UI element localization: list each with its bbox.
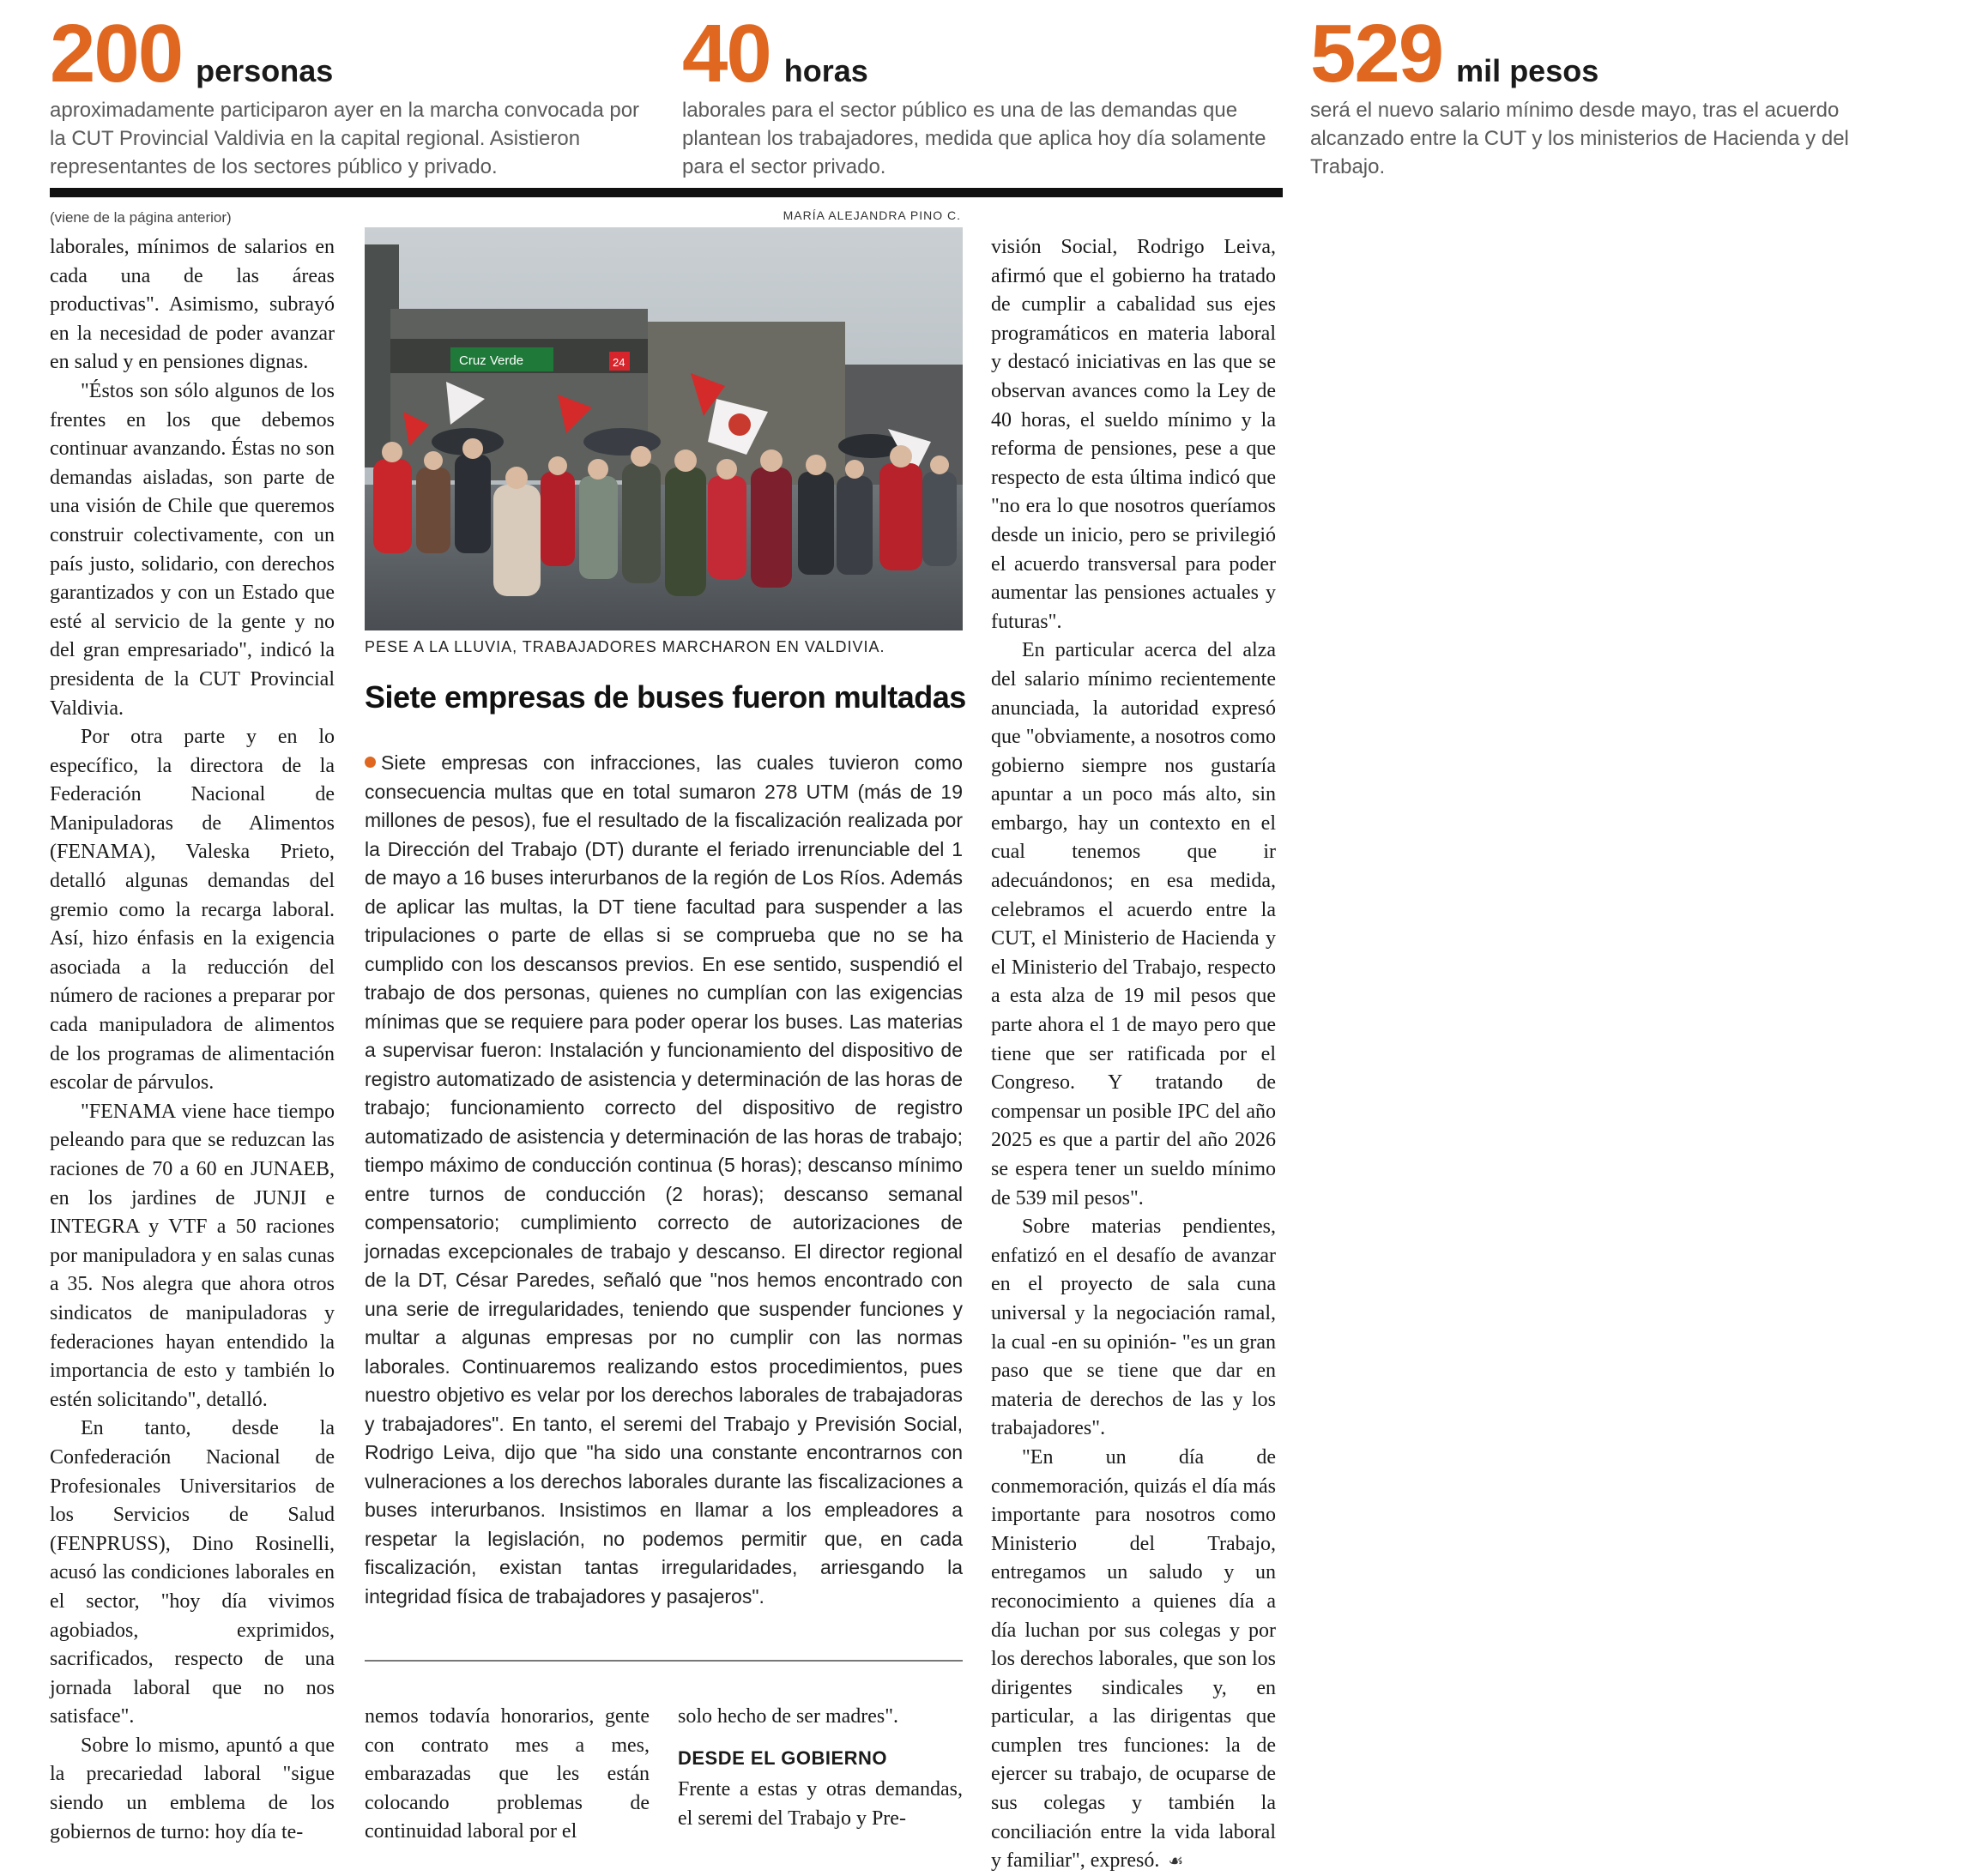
- sidebar-story: [365, 749, 963, 1611]
- stat-block-1: [50, 8, 642, 181]
- section-heading: DESDE EL GOBIERNO: [678, 1746, 888, 1769]
- photo-caption: PESE A LA LLUVIA, TRABAJADORES MARCHARON EN VALDIVIA.: [365, 638, 885, 655]
- stat-description: será el nuevo salario mínimo desde mayo, tras el acuerdo alcanzado entre la CUT y los ministerios de Hacienda y del Trabajo.: [1310, 99, 1849, 178]
- section-divider: [50, 188, 1283, 197]
- stat-unit: personas: [196, 53, 334, 88]
- paragraph: Frente a estas y otras demandas, el seremi del Trabajo y Pre-: [678, 1778, 963, 1830]
- bullet-dot-icon: [365, 757, 376, 768]
- photo-credit: MARÍA ALEJANDRA PINO C.: [783, 208, 961, 222]
- paragraph: Sobre lo mismo, apuntó a que la precariedad laboral "sigue siendo un emblema de los gobiernos de turno: hoy día te-: [50, 1734, 335, 1843]
- paragraph: "Éstos son sólo algunos de los frentes en los que debemos continuar avanzando. Éstas no son demandas aisladas, son parte de una visión de Chile que queremos construir colectivamente, con un país justo, solidario, con derechos garantizados y con un Estado que esté al servicio de la gente y no del gran empresariado", indicó la presidenta de la CUT Provincial Valdivia.: [50, 379, 335, 720]
- stat-block-3: [1310, 8, 1902, 181]
- sidebar-title: Siete empresas de buses fueron multadas: [365, 679, 966, 715]
- paragraph: En tanto, desde la Confederación Nacional de Profesionales Universitarios de los Servicios de Salud (FENPRUSS), Dino Rosinelli, acusó las condiciones laborales en el sector, "hoy día vivimos agobiados, exprimidos, sacrificados, respecto de una jornada laboral que no nos satisface".: [50, 1417, 335, 1728]
- end-mark-icon: ☙: [1168, 1850, 1184, 1872]
- stat-block-2: [682, 8, 1274, 181]
- article-column-1: [50, 233, 335, 1847]
- sidebar-divider: [365, 1660, 963, 1662]
- stat-description: aproximadamente participaron ayer en la marcha convocada por la CUT Provincial Valdivia en la capital regional. Asistieron representantes de los sectores público y privado.: [50, 99, 640, 178]
- paragraph: [991, 1444, 1276, 1876]
- paragraph: laborales, mínimos de salarios en cada una de las áreas productivas". Asimismo, subrayó en la necesidad de poder avanzar en salud y en pensiones dignas.: [50, 236, 335, 374]
- sidebar-text: Siete empresas con infracciones, las cuales tuvieron como consecuencia multas que en total sumaron 278 UTM (más de 19 millones de pesos), fue el resultado de la fiscalización realizada por la Dirección del Trabajo (DT) durante el feriado irrenunciable del 1 de mayo a 16 buses interurbanos de la región de Los Ríos. Además de aplicar las multas, la DT tiene facultad para suspender a las tripulaciones o parte de ellas si se comprueba que no se ha cumplido con los descansos previos. En ese sentido, suspendió el trabajo de dos personas, quienes no cumplían con las exigencias mínimas que se requiere para poder operar los buses. Las materias a supervisar fueron: Instalación y funcionamiento del dispositivo de registro automatizado de asistencia y determinación de las horas de trabajo; funcionamiento correcto del dispositivo de registro automatizado de asistencia y determinación de las horas de trabajo; tiempo máximo de conducción continua (5 horas); descanso mínimo entre turnos de conducción (2 horas); descanso semanal compensatorio; cumplimiento correcto de autorizaciones de jornadas excepcionales de trabajo y descanso. El director regional de la DT, César Paredes, señaló que "nos hemos encontrado con una serie de irregularidades, teniendo que suspender funciones y multar a algunas empresas por no cumplir con las normas laborales. Continuaremos realizando estos procedimientos, pues nuestro objetivo es velar por los derechos laborales de trabajadoras y trabajadores". En tanto, el seremi del Trabajo y Previsión Social, Rodrigo Leiva, dijo que "ha sido una constante encontrarnos con vulneraciones a los derechos laborales durante las fiscalizaciones a buses interurbanos. Insistimos en llamar a los empleadores a respetar la legislación, no podemos permitir que, en cada fiscalización, existan tantas irregularidades, arriesgando la integridad física de trabajadores y pasajeros".: [365, 751, 963, 1608]
- paragraph: visión Social, Rodrigo Leiva, afirmó que el gobierno ha tratado de cumplir a cabalidad sus ejes programáticos en materia laboral y destacó iniciativas en las que se observan avances como la Ley de 40 horas, el sueldo mínimo y la reforma de pensiones, pese a que respecto de esta última indicó que "no era lo que nosotros queríamos desde un inicio, pero se privilegió el acuerdo transversal para poder aumentar las pensiones actuales y futuras".: [991, 236, 1276, 633]
- paragraph: nemos todavía honorarios, gente con contrato mes a mes, embarazadas que les están colocando problemas de continuidad laboral por el: [365, 1705, 650, 1843]
- paragraph: Por otra parte y en lo específico, la directora de la Federación Nacional de Manipuladoras de Alimentos (FENAMA), Valeska Prieto, detalló algunas demandas del gremio como la recarga laboral. Así, hizo énfasis en la exigencia asociada a la reducción del número de raciones a preparar por cada manipuladora de alimentos de los programas de alimentación escolar de párvulos.: [50, 726, 335, 1095]
- paragraph: En particular acerca del alza del salario mínimo recientemente anunciada, la autoridad expresó que "obviamente, a nosotros como gobierno siempre nos gustaría apuntar a un poco más alto, sin embargo, hay un contexto en el cual tenemos que ir adecuándonos; en esa medida, celebramos el acuerdo entre la CUT, el Ministerio de Hacienda y el Ministerio del Trabajo, respecto a esta alza de 19 mil pesos que parte ahora el 1 de mayo pero que tiene que ser ratificada por el Congreso. Y tratando de compensar un posible IPC del año 2025 es que a partir del año 2026 se espera tener un sueldo mínimo de 539 mil pesos".: [991, 639, 1276, 1209]
- article-column-3: [678, 1703, 963, 1833]
- stat-description: laborales para el sector público es una de las demandas que plantean los trabajadores, medida que aplica hoy día solamente para el sector privado.: [682, 99, 1266, 178]
- store-sign-number: 24: [613, 356, 625, 369]
- march-photo: [365, 227, 963, 630]
- continued-note: (viene de la página anterior): [50, 209, 232, 226]
- paragraph: "FENAMA viene hace tiempo peleando para que se reduzcan las raciones de 70 a 60 en JUNAEB, en los jardines de JUNJI e INTEGRA y VTF a 50 raciones por manipuladora y en salas cunas a 35. Nos alegra que ahora otros sindicatos de manipuladoras y federaciones hayan entendido la importancia de esto y también lo estén solicitando", detalló.: [50, 1100, 335, 1411]
- paragraph-text: "En un día de conmemoración, quizás el día más importante para nosotros como Ministerio del Trabajo, entregamos un saludo y un reconocimiento a quienes día a día luchan por sus colegas y por los derechos laborales, que son los dirigentes sindicales y, en particular, a las dirigentas que cumplen tres funciones: la de ejercer su trabajo, de ocuparse de sus colegas y también la conciliación entre la vida laboral y familiar", expresó.: [991, 1445, 1276, 1873]
- stat-unit: mil pesos: [1456, 53, 1599, 88]
- stat-number: 200: [50, 8, 183, 100]
- article-column-4: [991, 233, 1276, 1876]
- article-column-2: [365, 1703, 650, 1847]
- stat-unit: horas: [783, 53, 868, 88]
- store-sign: Cruz Verde: [459, 353, 524, 368]
- stat-number: 40: [682, 8, 770, 100]
- stat-number: 529: [1310, 8, 1443, 100]
- paragraph: Sobre materias pendientes, enfatizó en el desafío de avanzar en el proyecto de sala cuna universal y la negociación ramal, la cual -en su opinión- "es un gran paso que se tiene que dar en materia de derechos de las y los trabajadores".: [991, 1215, 1276, 1440]
- paragraph: solo hecho de ser madres".: [678, 1705, 899, 1728]
